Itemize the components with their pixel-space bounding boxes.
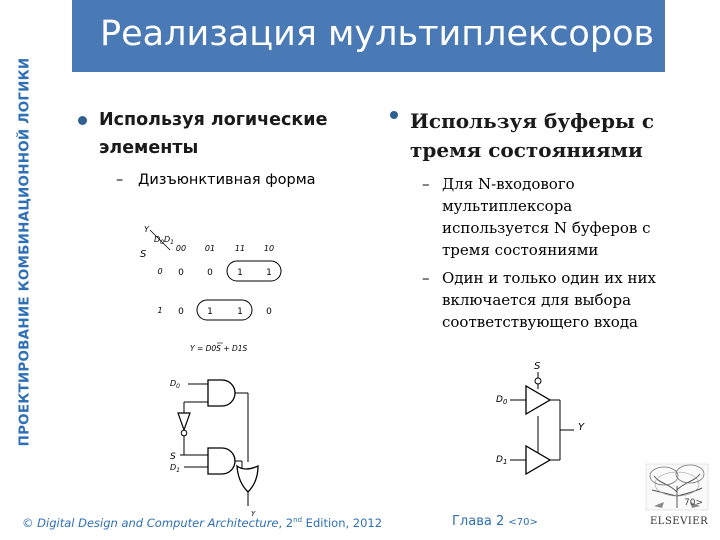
inverter-bubble xyxy=(181,430,187,436)
right-bullet-line2: тремя состояниями xyxy=(410,138,643,162)
dash-icon: – xyxy=(116,172,124,188)
dash-icon: – xyxy=(422,269,430,287)
right-subbullet-2-line: включается для выбора xyxy=(442,291,632,309)
tristate-buffer-top xyxy=(526,386,550,414)
right-bullet-line1: Используя буферы с xyxy=(410,109,655,133)
or-gate xyxy=(237,466,258,492)
kmap-group-ring xyxy=(197,300,252,320)
copyright-footer xyxy=(22,516,382,530)
circuit-d0-label: $D_0$ xyxy=(170,379,180,390)
kmap-cell: 0 xyxy=(178,268,184,278)
bullet-dot-icon xyxy=(390,111,398,119)
circuit-y-label: Y xyxy=(251,510,256,518)
tristate-y-label: Y xyxy=(578,422,585,433)
right-subbullet-1-line: тремя состояниями xyxy=(442,241,599,259)
kmap-corner-d0: $D_0D_1$ xyxy=(154,235,174,246)
kmap-equation: Y = D0S + D1S xyxy=(190,344,248,353)
kmap-row-header: 0 xyxy=(157,267,163,276)
left-bullet-text: Используя логические элементы xyxy=(99,110,328,158)
book-title: Digital Design and Computer Architecture xyxy=(37,516,279,530)
tristate-s-label: S xyxy=(534,361,541,372)
left-column xyxy=(78,106,388,190)
dash-icon: – xyxy=(422,175,430,193)
karnaugh-map xyxy=(130,220,300,360)
right-subbullet-2-line: соответствующего входа xyxy=(442,313,639,331)
kmap-col-header: 11 xyxy=(234,244,246,253)
elsevier-wordmark: ELSEVIER xyxy=(650,516,709,527)
right-subbullet-2-line: Один и только один их них xyxy=(442,269,656,287)
circuit-s-label: S xyxy=(170,452,176,462)
page-number: <70> xyxy=(508,517,538,528)
and-gate-bottom xyxy=(208,448,235,474)
kmap-col-header: 00 xyxy=(175,244,187,253)
kmap-cell: 0 xyxy=(178,307,184,317)
enable-bubble xyxy=(535,378,541,384)
edition-sup: nd xyxy=(293,516,303,525)
kmap-cell: 0 xyxy=(266,307,272,317)
logo-page-number: 70> xyxy=(684,498,703,508)
side-section-label-text: ПРОЕКТИРОВАНИЕ КОМБИНАЦИОННОЙ ЛОГИКИ xyxy=(16,57,32,447)
left-bullet xyxy=(78,106,388,162)
kmap-row-header: 1 xyxy=(157,306,163,315)
right-subbullet-1-line: мультиплексора xyxy=(442,197,573,215)
edition-post: Edition, 2012 xyxy=(302,516,383,530)
kmap-cell: 0 xyxy=(207,268,213,278)
tristate-mux-circuit xyxy=(490,356,600,486)
side-section-label xyxy=(6,8,42,496)
kmap-col-header: 01 xyxy=(204,244,216,253)
inverter-gate xyxy=(178,413,190,430)
kmap-corner-s: S xyxy=(140,249,147,260)
kmap-cell: 1 xyxy=(207,307,213,317)
tristate-d1-label: $D_1$ xyxy=(496,455,508,466)
right-subbullet-1-line: Для N-входового xyxy=(442,175,575,193)
kmap-corner-y: Y xyxy=(144,225,149,234)
bullet-dot-icon xyxy=(78,116,87,125)
right-bullet xyxy=(390,107,680,165)
title-bar xyxy=(72,0,665,72)
and-gate-top xyxy=(208,380,235,406)
circuit-d1-label: $D_1$ xyxy=(170,463,180,474)
kmap-cell: 1 xyxy=(237,307,243,317)
copyright-symbol: © xyxy=(22,516,38,530)
chapter-title: Глава 2 xyxy=(452,514,505,529)
kmap-cell: 1 xyxy=(237,268,243,278)
kmap-col-header: 10 xyxy=(263,244,275,253)
slide-title: Реализация мультиплексоров xyxy=(100,14,655,54)
left-subbullet xyxy=(116,170,388,190)
right-subbullet-2 xyxy=(422,267,680,333)
right-subbullet-1 xyxy=(422,173,680,261)
chapter-label xyxy=(452,514,538,529)
left-subbullet-text: Дизъюнктивная форма xyxy=(138,172,316,188)
right-subbullet-1-line: используется N буферов с xyxy=(442,219,651,237)
right-column xyxy=(390,107,680,333)
tristate-d0-label: $D_0$ xyxy=(496,395,508,406)
kmap-group-ring xyxy=(227,261,281,281)
kmap-cell: 1 xyxy=(266,268,272,278)
gate-mux-circuit xyxy=(160,370,300,520)
edition-pre: , 2 xyxy=(278,516,294,530)
